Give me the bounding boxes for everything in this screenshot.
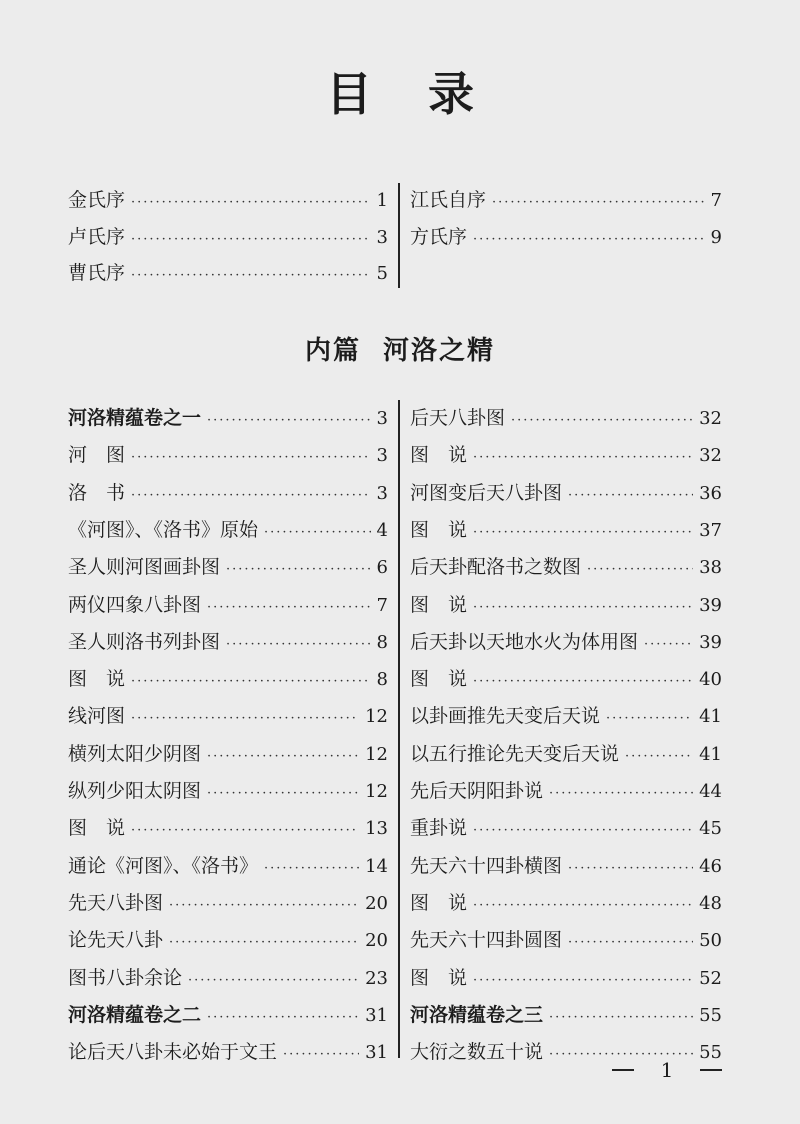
toc-entry-label: 后天八卦图 xyxy=(410,407,506,429)
toc-entry-label: 曹氏序 xyxy=(68,262,126,284)
toc-leader-dots xyxy=(473,228,705,252)
toc-entry-label: 图 说 xyxy=(68,668,126,691)
toc-entry xyxy=(410,966,722,990)
toc-entry xyxy=(68,593,388,617)
toc-entry-page: 50 xyxy=(699,930,722,952)
toc-leader-dots xyxy=(264,857,359,881)
toc-entry xyxy=(68,704,388,728)
section-name: 河洛之精 xyxy=(383,336,496,366)
toc-entry xyxy=(410,630,722,654)
toc-entry-label: 图 说 xyxy=(410,668,468,691)
toc-leader-dots xyxy=(511,409,693,433)
page-folio xyxy=(612,1058,722,1082)
toc-leader-dots xyxy=(207,1006,359,1030)
toc-entry-label: 先天六十四卦圆图 xyxy=(410,929,563,952)
toc-entry xyxy=(410,443,722,467)
toc-entry-label: 河 图 xyxy=(68,444,126,467)
toc-entry-page: 38 xyxy=(699,557,722,579)
toc-entry xyxy=(410,593,722,617)
toc-entry-label: 以五行推论先天变后天说 xyxy=(410,742,620,765)
toc-entry-label: 洛 书 xyxy=(68,481,126,504)
toc-entry xyxy=(68,518,388,542)
toc-leader-dots xyxy=(644,633,693,657)
toc-entry xyxy=(68,779,388,803)
toc-entry-label: 论后天八卦未必始于文王 xyxy=(68,1041,278,1064)
toc-leader-dots xyxy=(492,191,705,215)
toc-entry-label: 河图变后天八卦图 xyxy=(410,481,563,504)
toc-entry xyxy=(68,261,388,285)
toc-entry xyxy=(68,443,388,467)
toc-entry xyxy=(410,816,722,840)
toc-entry-page: 6 xyxy=(376,557,388,579)
toc-entry-label: 《河图》、《洛书》原始 xyxy=(68,518,259,541)
toc-entry-label: 两仪四象八卦图 xyxy=(68,593,202,616)
toc-entry-page: 3 xyxy=(376,482,388,504)
toc-entry-page: 20 xyxy=(365,892,388,914)
toc-entry-page: 48 xyxy=(699,892,722,914)
toc-entry-label: 先后天阴阳卦说 xyxy=(410,780,544,802)
folio-dash-left xyxy=(612,1069,634,1071)
toc-entry-page: 32 xyxy=(699,408,722,429)
toc-entry xyxy=(68,891,388,915)
toc-entry-label: 以卦画推先天变后天说 xyxy=(410,705,601,728)
toc-entry-page: 8 xyxy=(376,669,388,691)
toc-leader-dots xyxy=(131,264,371,288)
toc-leader-dots xyxy=(264,521,371,545)
folio-dash-right xyxy=(700,1069,722,1071)
toc-entry-label: 通论《河图》、《洛书》 xyxy=(68,854,259,877)
toc-entry xyxy=(68,928,388,952)
toc-leader-dots xyxy=(473,670,693,694)
toc-leader-dots xyxy=(473,819,693,843)
toc-entry-label: 图 说 xyxy=(410,518,468,541)
toc-entry-page: 3 xyxy=(376,408,388,429)
toc-entry-label: 先天八卦图 xyxy=(68,891,164,914)
toc-entry-label: 金氏序 xyxy=(68,189,126,211)
toc-leader-dots xyxy=(606,707,693,731)
toc-entry-label: 线河图 xyxy=(68,705,126,728)
toc-entry-label: 重卦说 xyxy=(410,817,468,840)
section-part: 内篇 xyxy=(304,336,361,366)
toc-volume-heading xyxy=(410,1003,722,1027)
toc-entry-page: 37 xyxy=(699,519,722,541)
toc-entry xyxy=(68,188,388,212)
toc-leader-dots xyxy=(207,745,359,769)
toc-entry-label: 图 说 xyxy=(410,593,468,616)
toc-entry xyxy=(410,742,722,766)
toc-entry-label: 图 说 xyxy=(410,891,468,914)
toc-entry xyxy=(410,406,722,430)
toc-leader-dots xyxy=(131,446,371,470)
toc-entry xyxy=(410,555,722,579)
toc-entry xyxy=(410,854,722,878)
toc-entry xyxy=(68,630,388,654)
toc-volume-heading xyxy=(68,1003,388,1027)
toc-entry-label: 圣人则洛书列卦图 xyxy=(68,630,221,653)
toc-entry-label: 圣人则河图画卦图 xyxy=(68,556,221,579)
toc-entry-page: 3 xyxy=(376,226,388,248)
toc-entry-page: 14 xyxy=(365,855,388,877)
toc-leader-dots xyxy=(226,558,371,582)
toc-entry xyxy=(68,816,388,840)
toc-entry-page: 40 xyxy=(699,669,722,691)
toc-leader-dots xyxy=(625,745,693,769)
toc-entry-page: 20 xyxy=(365,930,388,952)
toc-leader-dots xyxy=(207,782,359,806)
toc-leader-dots xyxy=(207,596,371,620)
toc-entry-page: 31 xyxy=(365,1042,388,1064)
toc-entry-page: 55 xyxy=(699,1004,722,1026)
toc-entry-page: 36 xyxy=(699,482,722,504)
toc-entry xyxy=(68,1040,388,1064)
toc-entry-label: 横列太阳少阴图 xyxy=(68,742,202,765)
toc-entry-page: 41 xyxy=(699,706,722,728)
toc-entry xyxy=(410,481,722,505)
page-title: 目录 xyxy=(326,67,530,121)
toc-entry xyxy=(68,742,388,766)
toc-entry-page: 3 xyxy=(376,445,388,467)
toc-entry-page: 41 xyxy=(699,743,722,765)
toc-entry-label: 河洛精蕴卷之三 xyxy=(410,1003,544,1026)
toc-leader-dots xyxy=(131,191,371,215)
toc-entry-label: 方氏序 xyxy=(410,225,468,248)
toc-entry xyxy=(68,854,388,878)
toc-entry-page: 32 xyxy=(699,445,722,467)
toc-entry-label: 大衍之数五十说 xyxy=(410,1041,544,1064)
toc-leader-dots xyxy=(473,969,693,993)
toc-entry xyxy=(410,891,722,915)
toc-leader-dots xyxy=(587,558,693,582)
toc-entry-label: 图 说 xyxy=(410,444,468,467)
toc-entry xyxy=(410,928,722,952)
toc-entry xyxy=(68,481,388,505)
toc-entry-label: 图 说 xyxy=(410,966,468,989)
toc-entry-page: 23 xyxy=(365,967,388,989)
toc-entry xyxy=(410,188,722,212)
toc-volume-heading xyxy=(68,406,388,430)
toc-leader-dots xyxy=(169,894,359,918)
toc-entry-page: 1 xyxy=(376,190,388,211)
toc-leader-dots xyxy=(473,446,693,470)
toc-leader-dots xyxy=(549,782,693,806)
toc-entry xyxy=(68,667,388,691)
toc-leader-dots xyxy=(568,931,693,955)
toc-entry-page: 5 xyxy=(376,263,388,284)
toc-entry-label: 先天六十四卦横图 xyxy=(410,854,563,877)
toc-leader-dots xyxy=(568,857,693,881)
toc-leader-dots xyxy=(131,707,359,731)
toc-entry xyxy=(410,704,722,728)
toc-entry xyxy=(68,555,388,579)
toc-leader-dots xyxy=(473,596,693,620)
toc-leader-dots xyxy=(131,484,371,508)
toc-entry-page: 12 xyxy=(365,781,388,802)
toc-entry-page: 39 xyxy=(699,631,722,653)
toc-entry-page: 12 xyxy=(365,706,388,728)
toc-entry-label: 图 说 xyxy=(68,817,126,840)
toc-entry-label: 河洛精蕴卷之二 xyxy=(68,1003,202,1026)
toc-leader-dots xyxy=(207,409,371,433)
toc-entry-label: 纵列少阳太阴图 xyxy=(68,780,202,802)
toc-entry xyxy=(410,518,722,542)
toc-entry-page: 39 xyxy=(699,594,722,616)
toc-entry-page: 8 xyxy=(376,631,388,653)
toc-entry-page: 7 xyxy=(710,190,722,211)
toc-leader-dots xyxy=(549,1006,693,1030)
toc-entry xyxy=(410,225,722,249)
toc-entry xyxy=(68,225,388,249)
toc-entry-label: 后天卦以天地水火为体用图 xyxy=(410,630,639,653)
toc-entry-page: 44 xyxy=(699,781,722,802)
toc-entry-page: 52 xyxy=(699,967,722,989)
toc-entry-label: 图书八卦余论 xyxy=(68,966,183,989)
toc-leader-dots xyxy=(131,819,359,843)
toc-leader-dots xyxy=(283,1043,359,1067)
toc-entry xyxy=(410,779,722,803)
toc-leader-dots xyxy=(169,931,359,955)
toc-leader-dots xyxy=(188,969,359,993)
toc-entry-label: 江氏自序 xyxy=(410,189,487,211)
toc-entry-page: 9 xyxy=(710,226,722,248)
toc-entry-label: 论先天八卦 xyxy=(68,929,164,952)
toc-entry-page: 46 xyxy=(699,855,722,877)
toc-entry-page: 45 xyxy=(699,818,722,840)
toc-entry-page: 13 xyxy=(365,818,388,840)
toc-entry-page: 31 xyxy=(365,1004,388,1026)
toc-leader-dots xyxy=(568,484,693,508)
toc-leader-dots xyxy=(131,228,371,252)
toc-entry-label: 河洛精蕴卷之一 xyxy=(68,407,202,429)
toc-entry xyxy=(410,667,722,691)
toc-entry-page: 7 xyxy=(376,594,388,616)
toc-entry xyxy=(68,966,388,990)
toc-entry-page: 55 xyxy=(699,1042,722,1064)
toc-entry-page: 12 xyxy=(365,743,388,765)
toc-leader-dots xyxy=(226,633,371,657)
toc-entry-label: 后天卦配洛书之数图 xyxy=(410,556,582,579)
toc-leader-dots xyxy=(473,521,693,545)
toc-leader-dots xyxy=(473,894,693,918)
toc-entry-page: 4 xyxy=(376,519,388,541)
toc-entry-label: 卢氏序 xyxy=(68,225,126,248)
page-number: 1 xyxy=(660,1058,674,1082)
toc-leader-dots xyxy=(131,670,371,694)
